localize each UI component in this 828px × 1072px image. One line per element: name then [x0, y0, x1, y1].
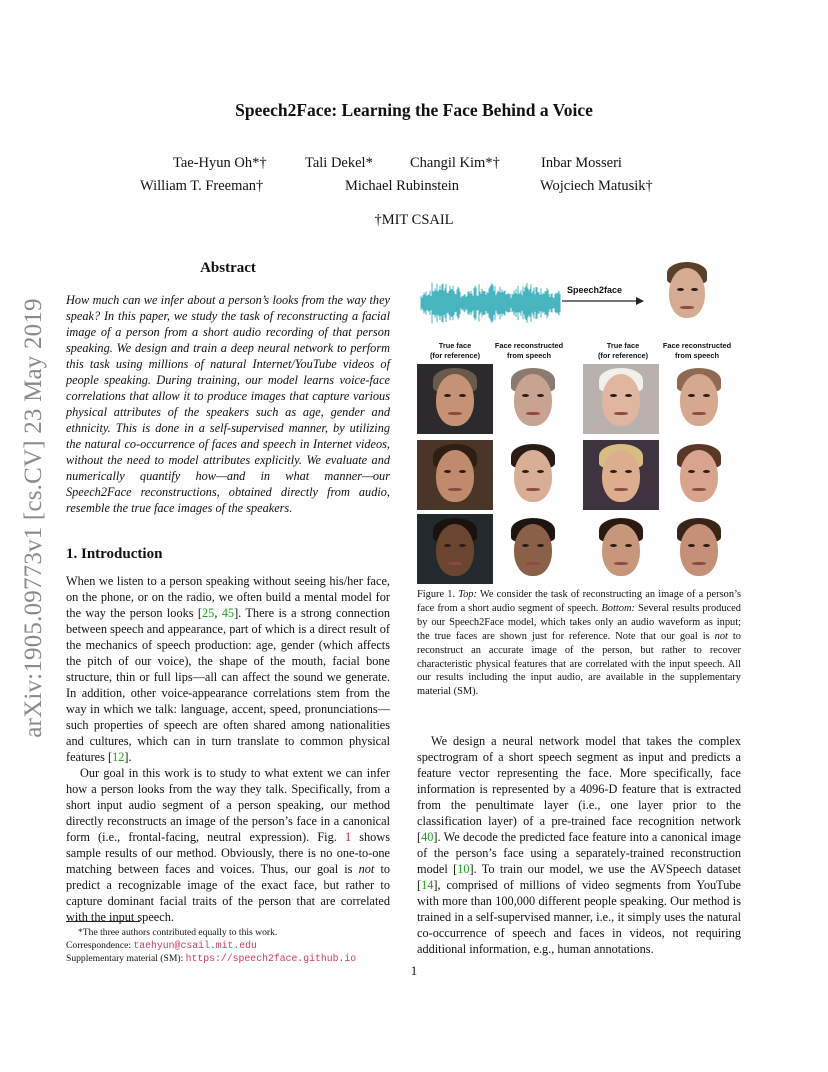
author-7: Wojciech Matusik†: [540, 178, 653, 194]
reconstructed-face-image: [661, 364, 737, 434]
waveform-trace: [421, 283, 560, 324]
affiliation: †MIT CSAIL: [374, 212, 454, 228]
top-reconstructed-face: [655, 258, 719, 330]
body-right-column: [417, 733, 741, 957]
footnote-correspondence: Correspondence: taehyun@csail.mit.edu: [66, 940, 257, 951]
speech2face-arrow-label: Speech2face: [567, 285, 623, 295]
right-paragraph: We design a neural network model that takes the complex spectrogram of a short speech segment as input and predicts a feature vector representing the face. More specifically, face information is represented by a 4096-D feature that is extracted from the penultimate layer (i.e., one layer prior to the classification layer) of a pre-trained face recognition network [40]. We decode the predicted face feature into a canonical image of the person’s face using a separately-trained reconstruction model [10]. To train our model, we use the AVSpeech dataset [14], comprised of millions of video segments from YouTube with more than 100,000 different people speaking. Our method is trained in a self-supervised manner, i.e., it simply uses the natural co-occurrence of speech and faces in videos, not requiring additional information, e.g., human annotations.: [417, 734, 741, 956]
footnote-supplementary: Supplementary material (SM): https://speech2face.github.io: [66, 953, 357, 964]
reconstructed-face-image: [495, 364, 571, 434]
column-label-reconstructed: Face reconstructed from speech: [662, 341, 732, 360]
column-label-true-face: True face (for reference): [597, 341, 649, 360]
reconstructed-face-image: [495, 514, 571, 584]
citation-link[interactable]: 14: [421, 878, 434, 892]
citation-link[interactable]: 25: [202, 606, 215, 620]
intro-paragraph-1: When we listen to a person speaking without seeing his/her face, on the phone, or on the radio, we often build a mental model for the way the person looks [25, 45]. There is a strong connection between speech and appearance, part of which is a direct result of the mechanics of speech production: age, gender (which affects the pitch of our voice), the shape of the mouth, facial bone structure, thin or full lips—all can affect the sound we generate. In addition, other voice-appearance correlations stem from the way in which we talk: language, accent, speed, pronunciations—such properties of speech are often shared among nationalities and cultures, which can in turn translate to common physical features [12].: [66, 574, 390, 764]
reconstructed-face-image: [661, 440, 737, 510]
reconstructed-face-image: [495, 440, 571, 510]
author-3: Changil Kim*†: [410, 155, 500, 171]
intro-paragraph-2: Our goal in this work is to study to what extent we can infer how a person looks from the way they talk. Specifically, from a short input audio segment of a person speaking, our method directly reconstructs an image of the person’s face in a canonical form (i.e., frontal-facing, neutral expression). Fig. 1 shows sample results of our method. Obviously, there is no one-to-one matching between faces and voices. Thus, our goal is not to predict a recognizable image of the exact face, but rather to capture dominant facial traits of the person that are correlated with the input speech.: [66, 766, 391, 924]
author-4: Inbar Mosseri: [541, 155, 622, 171]
true-face-photo: [583, 440, 659, 510]
citation-link[interactable]: 40: [421, 830, 434, 844]
author-1: Tae-Hyun Oh*†: [173, 155, 267, 171]
author-6: Michael Rubinstein: [345, 178, 459, 194]
email-link[interactable]: taehyun@csail.mit.edu: [133, 940, 257, 951]
true-face-photo: [583, 514, 659, 584]
paper-title: Speech2Face: Learning the Face Behind a Voice: [235, 100, 593, 120]
true-face-photo: [583, 364, 659, 434]
abstract-text: How much can we infer about a person’s looks from the way they speak? In this paper, we study the task of reconstructing a facial image of a person from a short audio recording of that person speaking. We design and train a deep neural network to perform this task using millions of natural Internet/YouTube videos of people speaking. During training, our model learns voice-face correlations that allow it to produce images that capture various physical attributes of the speakers such as age, gender and ethnicity. This is done in a self-supervised manner, by utilizing the natural co-occurrence of faces and speech in Internet videos, without the need to model attributes explicitly. We evaluate and numerically quantify how—and in what manner—our Speech2Face reconstructions, obtained directly from audio, resemble the true face images of the speakers.: [66, 293, 390, 515]
abstract-heading: Abstract: [200, 260, 256, 276]
supplementary-url-link[interactable]: https://speech2face.github.io: [185, 953, 357, 964]
footnotes: [66, 926, 406, 965]
footnote-equal-contribution: *The three authors contributed equally to this work.: [78, 927, 278, 938]
author-5: William T. Freeman†: [140, 178, 264, 194]
figure-1: [417, 258, 741, 584]
page-number: 1: [410, 963, 418, 978]
author-2: Tali Dekel*: [305, 155, 373, 171]
figure-1-caption: Figure 1. Top: We consider the task of reconstructing an image of a person’s face from a short audio segment of speech. Bottom: Several results produced by our Speech2Face model, which takes only an audio waveform as input; the true faces are shown just for reference. Note that our goal is not to reconstruct an accurate image of the person, but rather to recover characteristic physical features that are correlated with the input speech. All our results including the input audio, are available in the supplementary material (SM).: [417, 589, 741, 698]
true-face-photo: [417, 514, 493, 584]
citation-link[interactable]: 12: [112, 750, 125, 764]
citation-link[interactable]: 45: [221, 606, 235, 620]
reconstructed-face-image: [661, 514, 737, 584]
column-label-true-face: True face (for reference): [429, 341, 481, 360]
section-heading-introduction: 1. Introduction: [66, 546, 163, 562]
true-face-photo: [417, 364, 493, 434]
true-face-photo: [417, 440, 493, 510]
arxiv-id: arXiv:1905.09773v1 [cs.CV] 23 May 2019: [20, 298, 47, 738]
arrow-right-icon: [560, 296, 644, 306]
footnote-divider: [66, 921, 140, 922]
column-label-reconstructed: Face reconstructed from speech: [494, 341, 564, 360]
arxiv-sidebar: [4, 278, 64, 758]
figure-ref-link[interactable]: 1: [344, 830, 352, 844]
citation-link[interactable]: 10: [457, 862, 470, 876]
intro-body: [66, 573, 390, 925]
audio-waveform: [419, 274, 563, 332]
